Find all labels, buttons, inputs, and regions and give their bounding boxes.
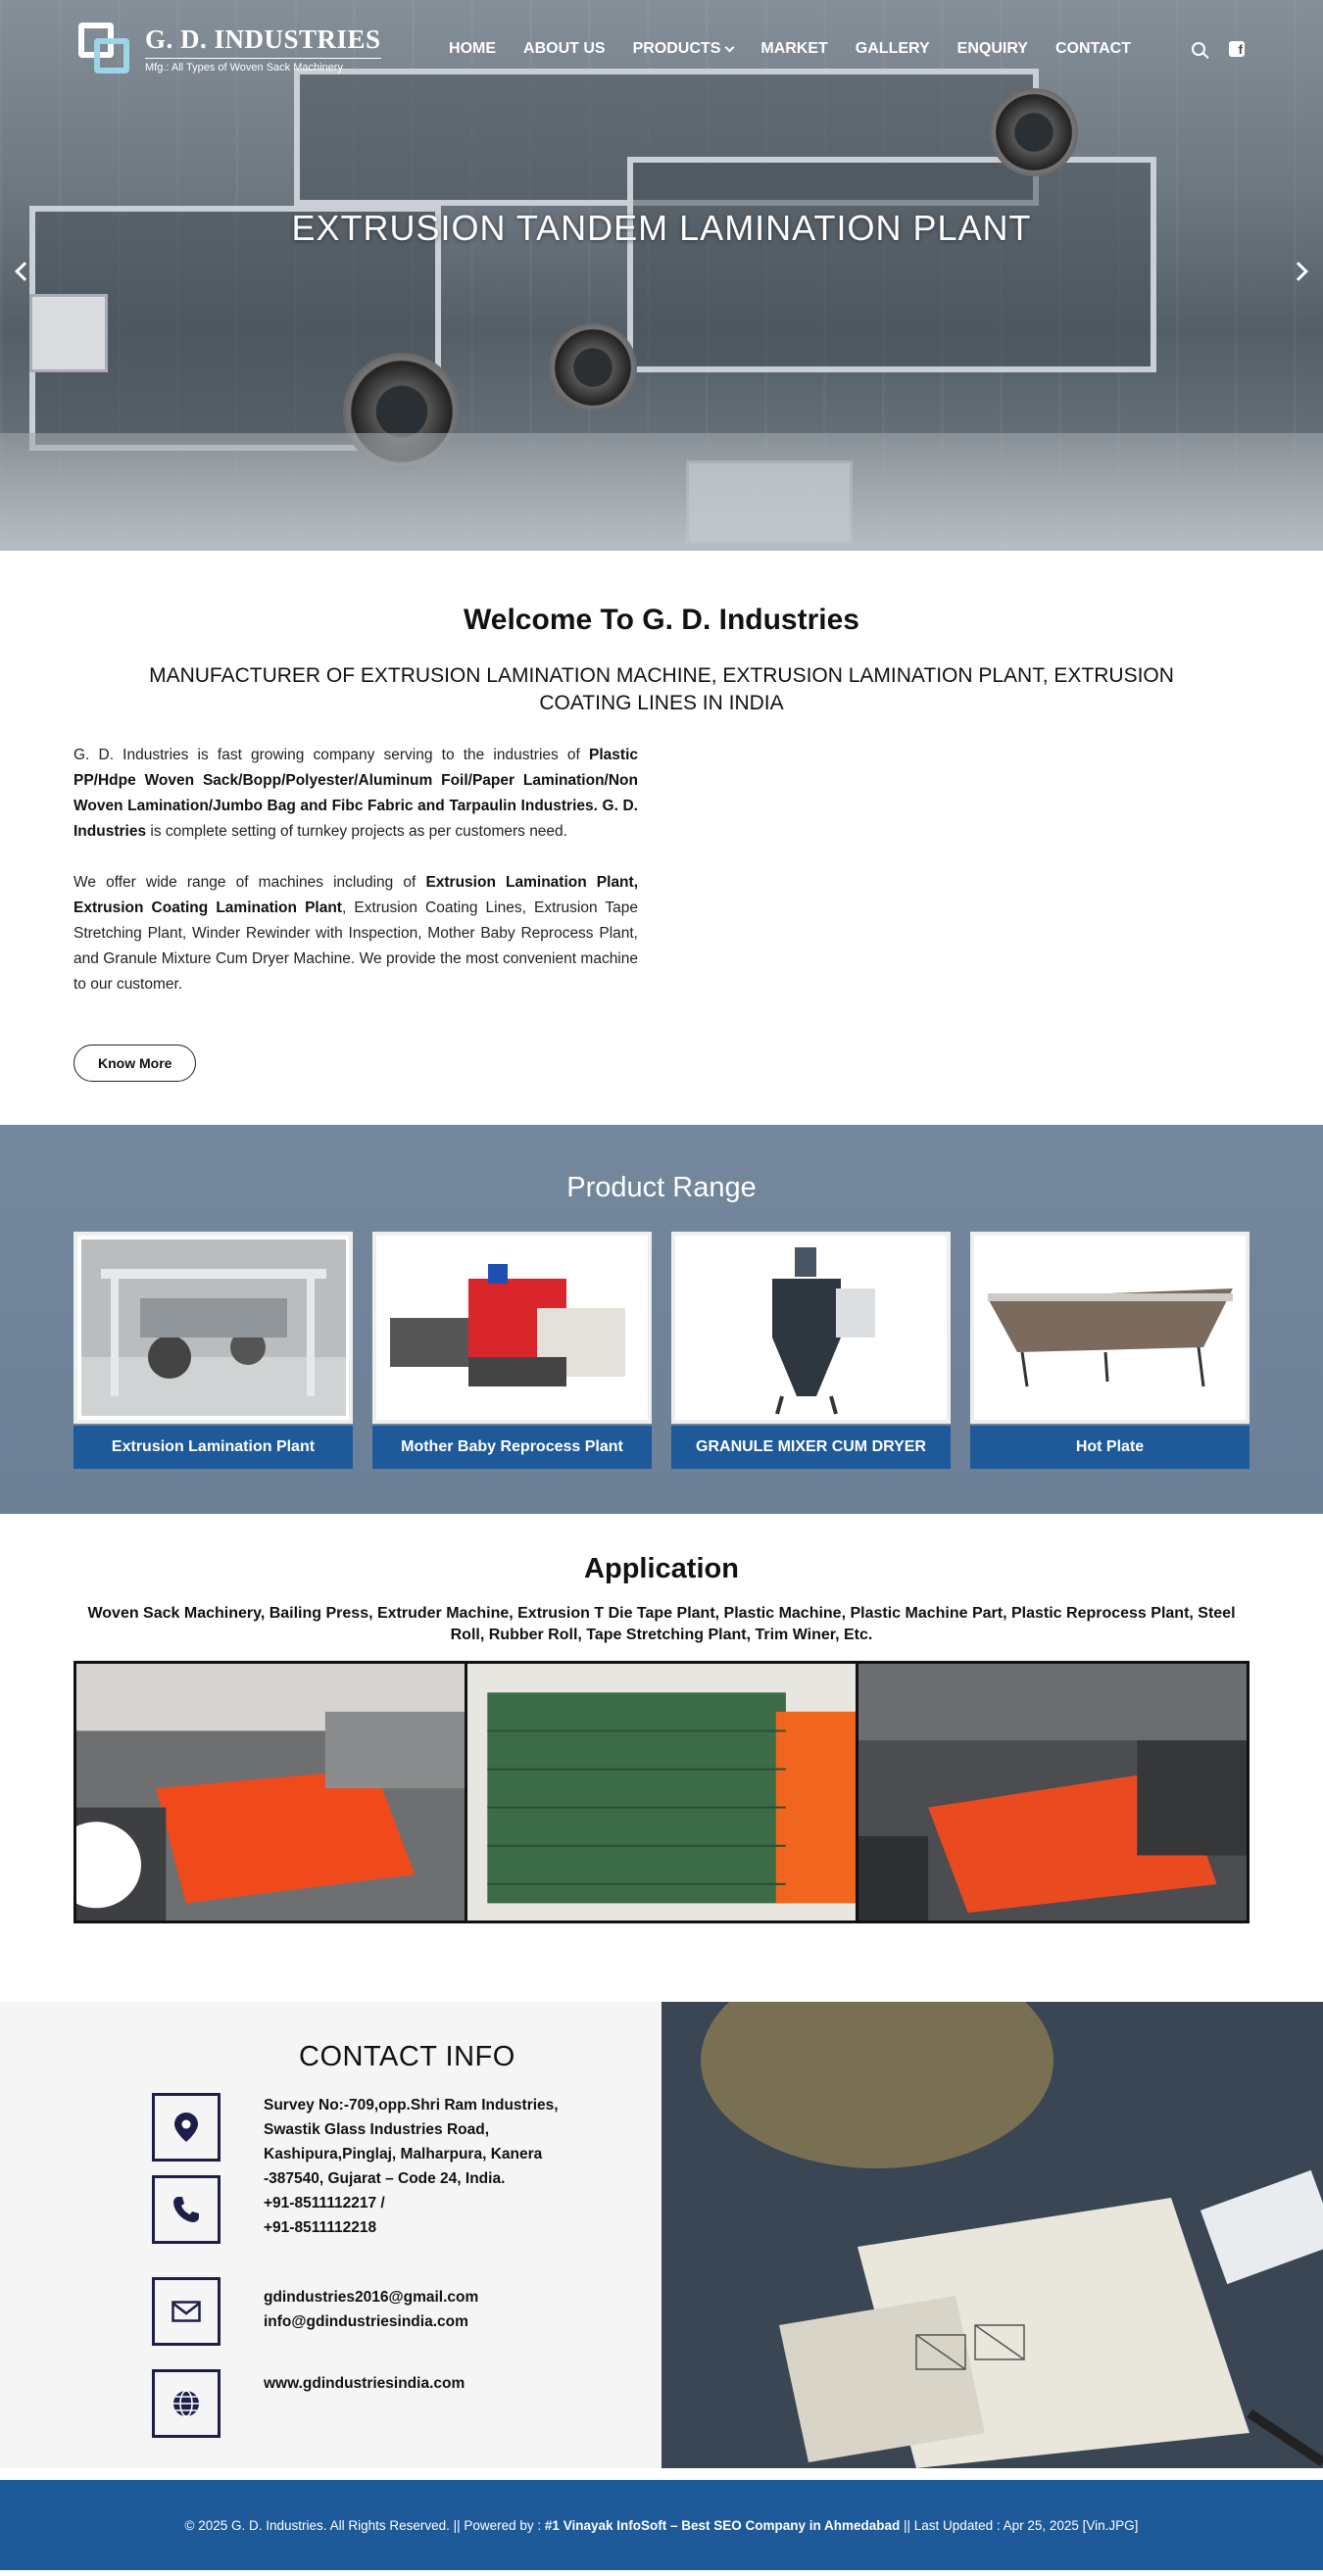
gallery-image[interactable] — [858, 1664, 1247, 1920]
logo-mark — [78, 23, 131, 75]
product-label: Mother Baby Reprocess Plant — [372, 1426, 652, 1469]
email-row — [152, 2277, 662, 2346]
phone-number[interactable]: +91-8511112218 — [264, 2219, 377, 2236]
globe-icon — [152, 2369, 220, 2438]
hero-roll — [990, 88, 1078, 176]
know-more-button[interactable]: Know More — [74, 1045, 196, 1082]
welcome-subtitle: MANUFACTURER OF EXTRUSION LAMINATION MACHINE, EXTRUSION LAMINATION PLANT, EXTRUSION COATING LINES IN INDIA — [149, 664, 1174, 714]
hero-slider — [0, 0, 1323, 551]
welcome-paragraph-2: We offer wide range of machines including of Extrusion Lamination Plant, Extrusion Coating Lamination Plant, Extrusion Coating Lines, Extrusion Tape Stretching Plant, Winder Rewinder with Inspection, Mother Baby Reprocess Plant, and Granule Mixture Cum Dryer Machine. We provide the most convenient machine to our customer. — [74, 874, 638, 993]
location-icon — [152, 2093, 220, 2162]
hero-title: EXTRUSION TANDEM LAMINATION PLANT — [291, 208, 1032, 248]
nav-home[interactable]: HOME — [449, 40, 497, 57]
envelope-icon — [152, 2277, 220, 2346]
chevron-down-icon — [725, 42, 735, 52]
website-link[interactable]: www.gdindustriesindia.com — [264, 2375, 466, 2392]
hero-control-panel — [29, 294, 108, 372]
contact-section — [0, 2002, 1323, 2468]
facebook-icon[interactable]: f — [1229, 41, 1245, 57]
product-range-section — [0, 1125, 1323, 1514]
welcome-title: Welcome To G. D. Industries — [464, 604, 859, 636]
application-section — [0, 1514, 1323, 1923]
footer — [0, 2480, 1323, 2570]
product-card[interactable] — [671, 1232, 951, 1469]
nav-market[interactable]: MARKET — [760, 40, 828, 57]
header — [0, 0, 1323, 98]
search-icon[interactable] — [1192, 42, 1205, 56]
product-image — [671, 1232, 951, 1424]
application-title: Application — [584, 1553, 739, 1584]
nav-products-label: PRODUCTS — [632, 40, 721, 57]
main-nav — [449, 40, 1245, 58]
product-image — [74, 1232, 353, 1424]
nav-about-us[interactable]: ABOUT US — [523, 40, 606, 57]
footer-credit-link[interactable]: #1 Vinayak InfoSoft – Best SEO Company in Ahmedabad — [544, 2517, 901, 2533]
address-text: Survey No:-709,opp.Shri Ram Industries, Swastik Glass Industries Road, Kashipura,Pinglaj, Malharpura, Kanera -387540, Gujarat – Code 24, India. +91-8511112217 / +91-8511112218 — [264, 2093, 559, 2240]
email-link[interactable]: info@gdindustriesindia.com — [264, 2313, 468, 2330]
nav-gallery[interactable]: GALLERY — [855, 40, 930, 57]
contact-info — [0, 2002, 662, 2468]
brand-tagline: Mfg.: All Types of Woven Sack Machinery — [145, 58, 381, 73]
product-card[interactable] — [372, 1232, 652, 1469]
website-row — [152, 2369, 662, 2438]
phone-number[interactable]: +91-8511112217 / — [264, 2195, 385, 2211]
chevron-right-icon[interactable] — [1289, 262, 1308, 281]
phone-icon — [152, 2175, 220, 2244]
contact-image — [662, 2002, 1323, 2468]
nav-enquiry[interactable]: ENQUIRY — [956, 40, 1028, 57]
product-label: Extrusion Lamination Plant — [74, 1426, 353, 1469]
product-card[interactable] — [74, 1232, 353, 1469]
application-description: Woven Sack Machinery, Bailing Press, Extruder Machine, Extrusion T Die Tape Plant, Plastic Machine, Plastic Machine Part, Plastic Reprocess Plant, Steel Roll, Rubber Roll, Tape Stretching Plant, Trim Winer, Etc. — [87, 1605, 1236, 1643]
product-range-title: Product Range — [566, 1172, 757, 1203]
hero-machine-rollers — [627, 157, 1156, 372]
welcome-section — [0, 551, 1323, 1125]
product-card[interactable] — [970, 1232, 1250, 1469]
email-link[interactable]: gdindustries2016@gmail.com — [264, 2289, 479, 2306]
product-image — [372, 1232, 652, 1424]
logo[interactable] — [78, 23, 381, 75]
contact-title: CONTACT INFO — [299, 2041, 515, 2072]
nav-products[interactable] — [633, 40, 734, 58]
brand-name: G. D. INDUSTRIES — [145, 24, 381, 54]
footer-text: © 2025 G. D. Industries. All Rights Reserved. || Powered by : #1 Vinayak InfoSoft – Best SEO Company in Ahmedabad || Last Updated : Apr 25, 2025 [Vin.JPG] — [184, 2517, 1139, 2533]
product-label: GRANULE MIXER CUM DRYER — [671, 1426, 951, 1469]
gallery-image[interactable] — [76, 1664, 465, 1920]
application-gallery — [74, 1661, 1250, 1923]
product-image — [970, 1232, 1250, 1424]
welcome-paragraph-1: G. D. Industries is fast growing company serving to the industries of Plastic PP/Hdpe Woven Sack/Bopp/Polyester/Aluminum Foil/Paper Lamination/Non Woven Lamination/Jumbo Bag and Fibc Fabric and Tarpaulin Industries. G. D. Industries is complete setting of turnkey projects as per customers need. — [74, 747, 638, 840]
product-label: Hot Plate — [970, 1426, 1250, 1469]
hero-floor — [0, 433, 1323, 551]
gallery-image[interactable] — [467, 1664, 856, 1920]
nav-contact[interactable]: CONTACT — [1054, 40, 1131, 57]
hero-roll — [549, 323, 637, 412]
